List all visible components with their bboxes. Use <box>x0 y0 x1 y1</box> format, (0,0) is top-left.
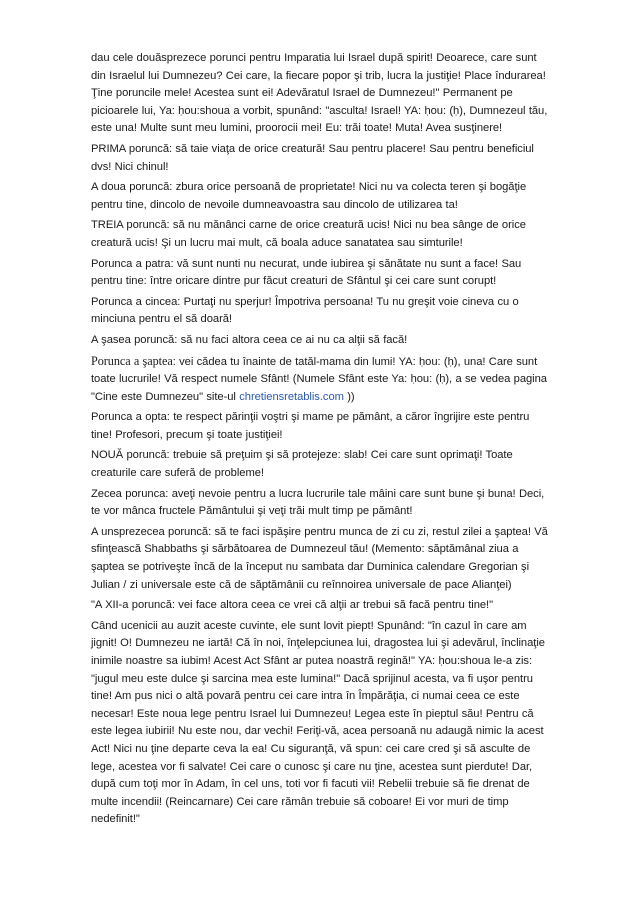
paragraph-commandment-8: Porunca a opta: te respect părinţii voştri şi mame pe pământ, a căror îngrijire este pentru tine! Profesori, precum şi toate justiţiei! <box>91 411 530 441</box>
paragraph-commandment-10: Zecea porunca: aveţi nevoie pentru a lucra lucrurile tale mâini care sunt bune şi buna! Deci, te vor mânca fructele Pământului şi veţi trăi mult timp pe pământ! <box>91 487 545 518</box>
commandment-7-end: )) <box>347 390 355 403</box>
paragraph-commandment-9: NOUĂ poruncă: trebuie să preţuim şi să protejeze: slab! Cei care sunt oprimaţi! Toate creaturile care suferă de probleme! <box>91 449 513 480</box>
paragraph-commandment-11: A unsprezecea poruncă: să te faci ispăşire pentru munca de zi cu zi, restul zilei a şaptea! Vă sfinţească Shabbaths şi sărbătoarea de Dumnezeul tău! (Memento: săptămânal ziua a şaptea se potriveşte încă de la început nu sambata dar Duminica calendare Gregorian şi Julian / zi universale este că de săptămânii cu reînnoirea universale de pace Alianţei) <box>91 525 548 591</box>
paragraph-commandment-5: Porunca a cincea: Purtaţi nu sperjur! Împotriva persoana! Tu nu greşit voie cineva cu o minciuna pentru el să doară! <box>91 295 519 326</box>
paragraph-commandment-4: Porunca a patra: vă sunt nunti nu necurat, unde iubirea şi sănătate nu sunt a face! Sau pentru tine: între oricare dintre pur făcut creaturi de Sfântul şi cei care sunt corupt! <box>91 257 522 288</box>
commandment-7-lead: Porunca a şaptea <box>91 353 173 368</box>
paragraph-commandment-3: TREIA poruncă: să nu mănânci carne de orice creatură ucis! Nici nu bea sânge de orice creatură ucis! Şi un lucru mai mult, că boala aduce sanatatea sau simturile! <box>91 219 526 249</box>
paragraph-commandment-6: A şasea poruncă: să nu faci altora ceea ce ai nu ca alţii să facă! <box>91 333 408 346</box>
paragraph-commandment-2: A doua poruncă: zbura orice persoană de proprietate! Nici nu va colecta teren şi bogăţie pentru tine, dincolo de nevoile dumneavoastra sau dincolo de utilizarea ta! <box>91 181 527 211</box>
paragraph-intro: dau cele douăsprezece porunci pentru Imparatia lui Israel după spirit! Deoarece, care sunt din Israelul lui Dumnezeu? Cei care, la fiecare popor şi trib, lucra la justiţie! Place îndurarea! Ţine poruncile mele! Acestea sunt ei! Adevăratul Israel de Dumnezeu!" Permanent pe picioarele lui, Ya: ḥou:shoua a vorbit, spunând: "asculta! Israel! YA: ḥou: (ḥ), Dumnezeul tău, este una! Multe sunt meu lumini, proorocii mei! Eu: trăi toate! Muta! Avea susţinere! <box>91 52 548 135</box>
paragraph-commandment-1: PRIMA poruncă: să taie viaţa de orice creatură! Sau pentru placere! Sau pentru beneficiul dvs! Nici chinul! <box>91 142 534 173</box>
paragraph-closing: Când ucenicii au auzit aceste cuvinte, ele sunt lovit piept! Spunând: "în cazul în care am jignit! O! Dumnezeu ne iartă! Că în noi, înţelepciunea lui, dragostea lui şi adevărul, înclinaţie inimile noastre sa iubim! Acest Act Sfânt ar putea noastră regină!" YA: ḥou:shoua le-a zis: "jugul meu este dulce şi sarcina mea este lumina!" Dacă sprijinul acesta, va fi uşor pentru tine! Am pus nici o altă povară pentru cei care intra în Împărăţia, ci numai ceea ce este necesar! Este noua lege pentru Israel lui Dumnezeu! Legea este în pieptul său! Pentru că este legea iubirii! Nu este nou, dar vechi! Feriţi-vă, acea persoană nu adaugă nimic la acest Act! Nici nu ţine departe ceva la ea! Cu siguranţă, vă spun: cei care cred şi să asculte de lege, acestea vor fi salvate! Cei care o cunosc şi care nu ţine, acestea sunt pierdute! Dar, după cum toţi mor în Adam, în cel uns, toti vor fi facuti vii! Rebelii trebuie să fie drenat de multe incendii! (Reincarnare) Cei care rămân trebuie să coboare! Ei vor muri de timp nedefinit!" <box>91 619 545 826</box>
commandment-7-text: : vei cădea tu înainte de tatăl-mama din lumi! YA: ḥou: (ḥ), una! Care sunt toate lucrurile! Vă respect numele Sfânt! (Numele Sfânt este Ya: ḥou: (ḥ), a se vedea pagina "Cine este Dumnezeu" site-ul <box>91 355 547 403</box>
paragraph-commandment-12: "A XII-a poruncă: vei face altora ceea ce vrei că alţii ar trebui să facă pentru tine!" <box>91 599 494 612</box>
paragraph-commandment-7 <box>91 353 548 407</box>
site-link[interactable]: chretiensretablis.com <box>239 390 348 403</box>
